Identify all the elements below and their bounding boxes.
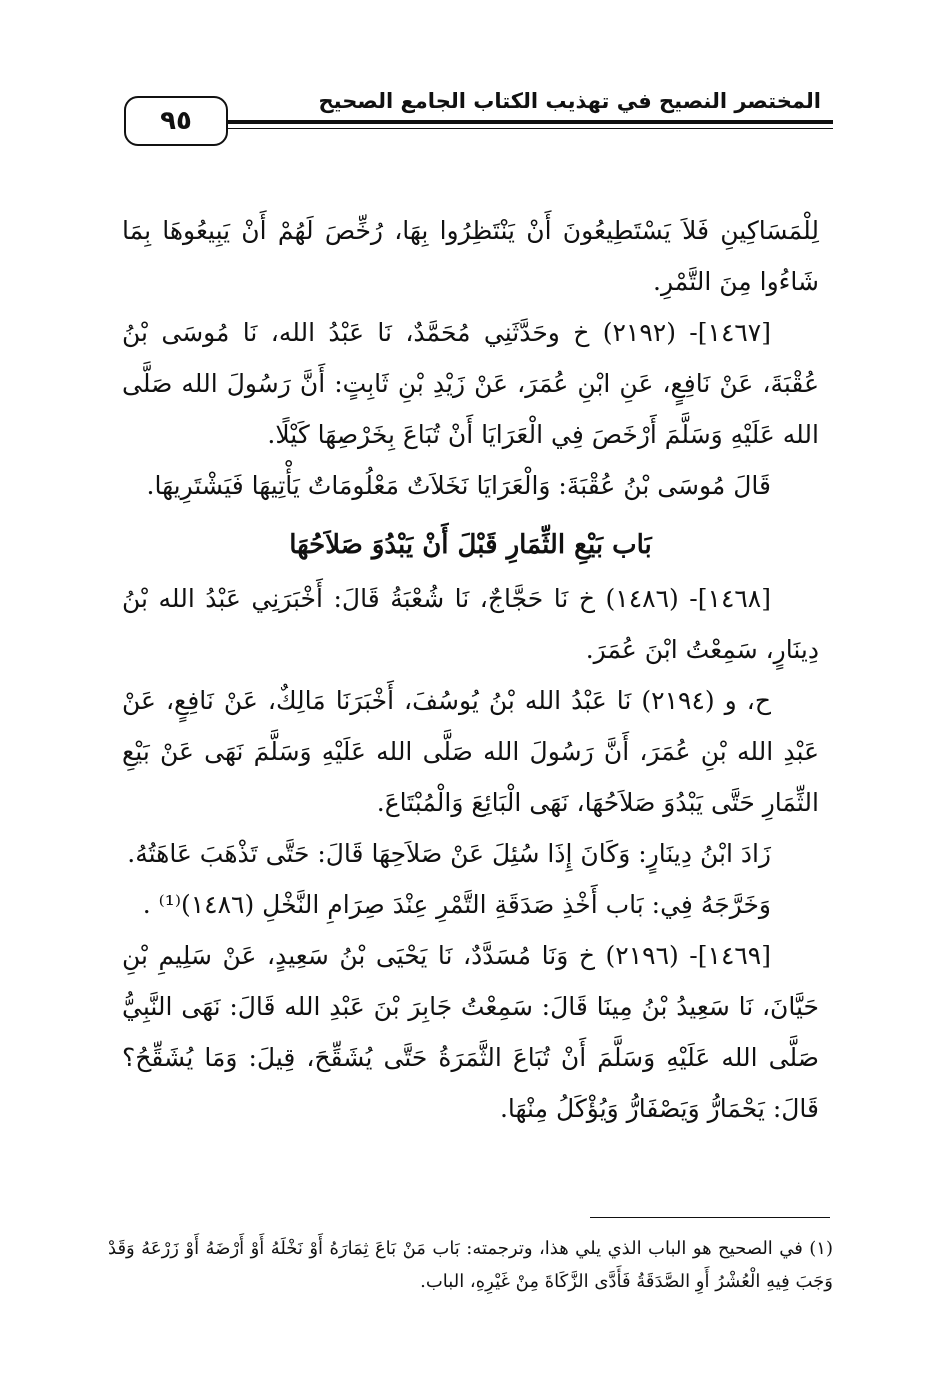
page-number: ٩٥ [160,106,192,136]
hadith-1468-chain: ح، و (٢١٩٤) نَا عَبْدُ الله بْنُ يُوسُفَ، أَخْبَرَنَا مَالِكٌ، عَنْ نَافِعٍ، عَنْ عَبْدِ الله بْنِ عُمَرَ، أَنَّ رَسُولَ الله صَلَّى الله عَلَيْهِ وَسَلَّمَ نَهَى عَنْ بَيْعِ الثِّمَارِ حَتَّى يَبْدُوَ صَلاَحُهَا، نَهَى الْبَائِعَ وَالْمُبْتَاعَ. [122,686,819,817]
chapter-heading: بَاب بَيْعِ الثِّمَارِ قَبْلَ أَنْ يَبْدُوَ صَلاَحُهَا [289,530,652,560]
footnote-separator [590,1217,830,1218]
hadith-1468-addition: زَادَ ابْنُ دِينَارٍ: وَكَانَ إِذَا سُئِلَ عَنْ صَلاَحِهَا قَالَ: حَتَّى تَذْهَبَ عَاهَتُهُ. [127,839,771,868]
hadith-1468: [١٤٦٨]- (١٤٨٦) خ نَا حَجَّاجٌ، نَا شُعْبَةُ قَالَ: أَخْبَرَنِي عَبْدُ الله بْنُ دِينَارٍ، سَمِعْتُ ابْنَ عُمَرَ. [122,584,819,664]
main-text [122,205,819,1134]
paragraph-continuation: لِلْمَسَاكِينِ فَلاَ يَسْتَطِيعُونَ أَنْ يَنْتَظِرُوا بِهَا، رُخِّصَ لَهُمْ أَنْ يَبِيعُوهَا بِمَا شَاءُوا مِنَ التَّمْرِ. [122,216,819,296]
hadith-1468-cross-ref: وَخَرَّجَهُ فِي: بَاب أَخْذِ صَدَقَةِ التَّمْرِ عِنْدَ صِرَامِ النَّخْلِ (١٤٨٦)⁽¹⁾ . [142,890,771,919]
hadith-1467-note: قَالَ مُوسَى بْنُ عُقْبَةَ: وَالْعَرَايَا نَخَلاَتٌ مَعْلُومَاتٌ يَأْتِيهَا فَيَشْتَرِيهَا. [146,471,771,500]
footnote-block [108,1232,833,1298]
header-rule-thin [228,128,833,129]
footnote-1: (١) في الصحيح هو الباب الذي يلي هذا، وترجمته: بَاب مَنْ بَاعَ ثِمَارَهُ أَوْ نَخْلَهُ أَوْ أَرْضَهُ أَوْ زَرْعَهُ وَقَدْ وَجَبَ فِيهِ الْعُشْرُ أَوِ الصَّدَقَةُ فَأَدَّى الزَّكَاةَ مِنْ غَيْرِهِ، الباب. [108,1238,833,1292]
page-number-box [124,96,228,146]
header-rule-thick [228,120,833,124]
hadith-1469: [١٤٦٩]- (٢١٩٦) خ وَنَا مُسَدَّدٌ، نَا يَحْيَى بْنُ سَعِيدٍ، عَنْ سَلِيمِ بْنِ حَيَّانَ، نَا سَعِيدُ بْنُ مِينَا قَالَ: سَمِعْتُ جَابِرَ بْنَ عَبْدِ الله قَالَ: نَهَى النَّبِيُّ صَلَّى الله عَلَيْهِ وَسَلَّمَ أَنْ تُبَاعَ الثَّمَرَةُ حَتَّى يُشَقِّحَ، قِيلَ: وَمَا يُشَقِّحُ؟ قَالَ: يَحْمَارُّ وَيَصْفَارُّ وَيُؤْكَلُ مِنْهَا. [122,941,819,1123]
hadith-1467: [١٤٦٧]- (٢١٩٢) خ وحَدَّثَنِي مُحَمَّدٌ، نَا عَبْدُ الله، نَا مُوسَى بْنُ عُقْبَةَ، عَنْ نَافِعٍ، عَنِ ابْنِ عُمَرَ، عَنْ زَيْدِ بْنِ ثَابِتٍ: أَنَّ رَسُولَ الله صَلَّى الله عَلَيْهِ وَسَلَّمَ أَرْخَصَ فِي الْعَرَايَا أَنْ تُبَاعَ بِخَرْصِهَا كَيْلًا. [122,318,819,449]
running-header-title: المختصر النصيح في تهذيب الكتاب الجامع الصحيح [318,89,821,113]
